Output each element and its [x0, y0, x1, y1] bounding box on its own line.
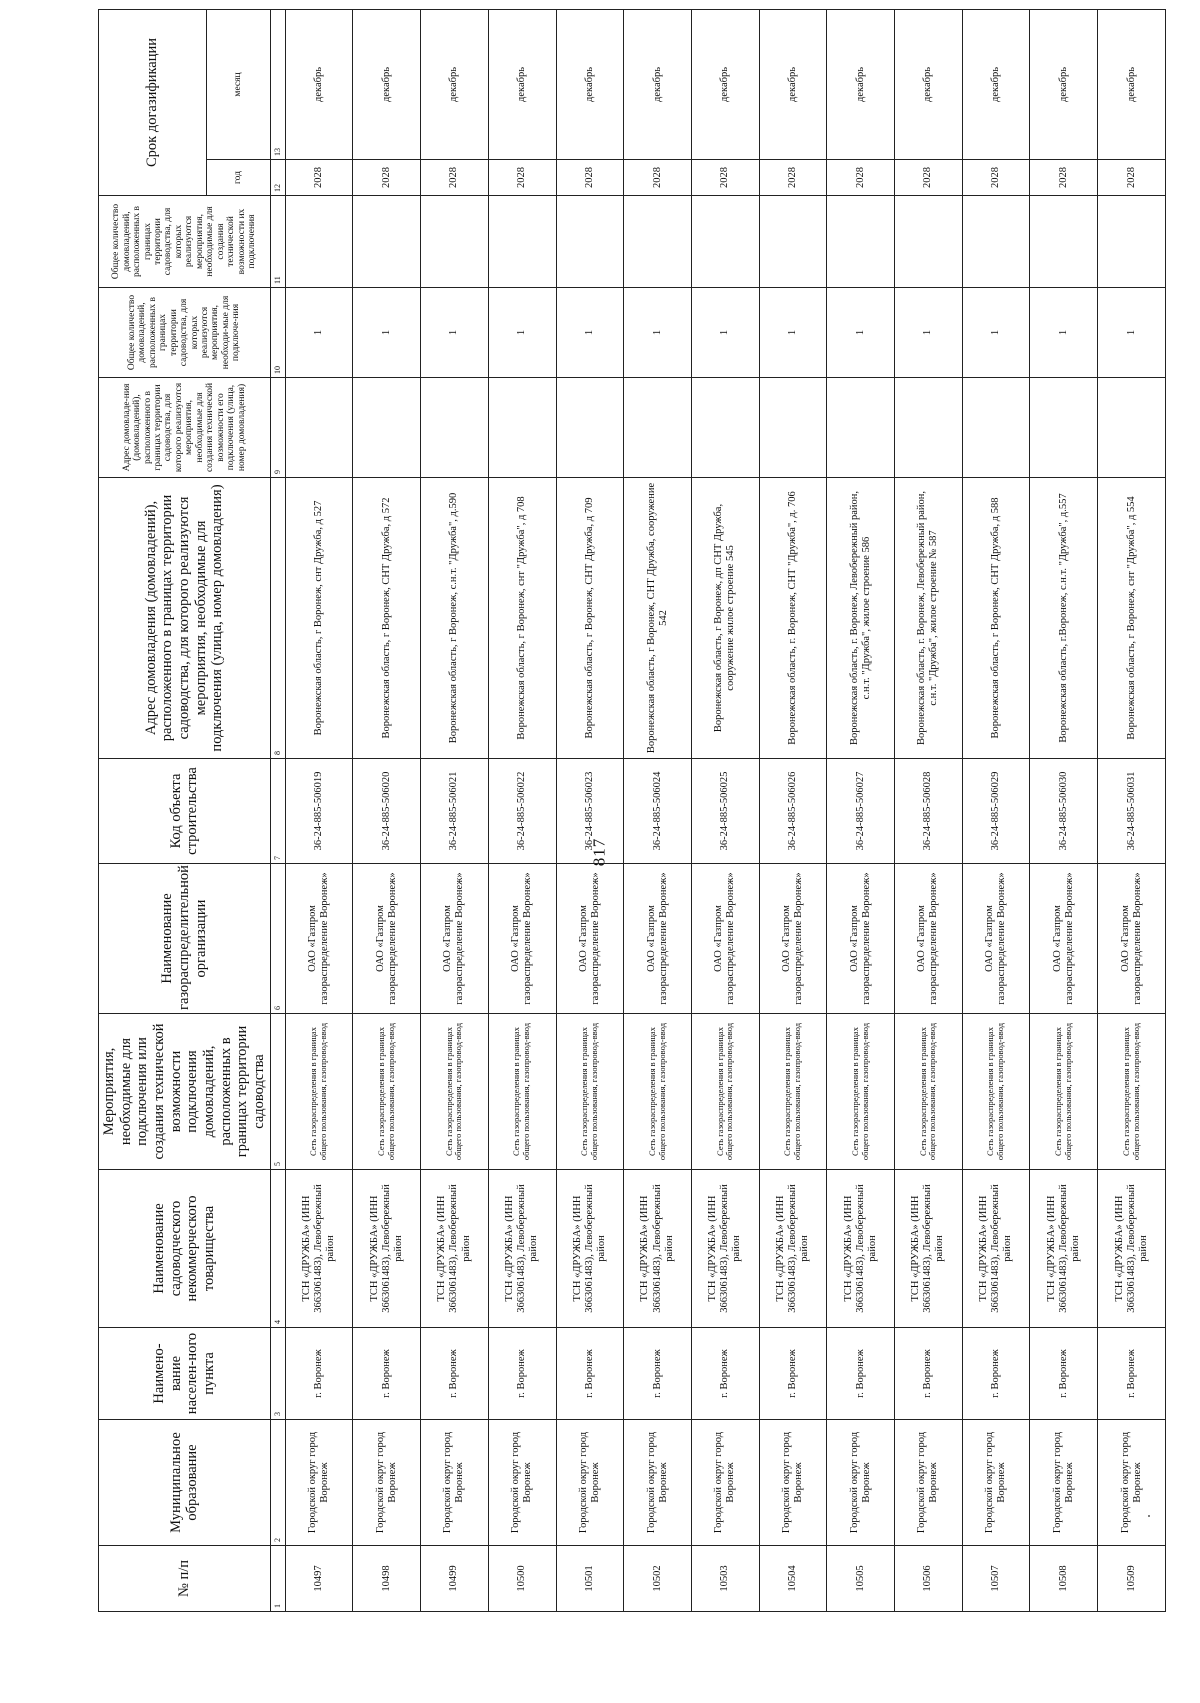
row-municipality: Городской округ город Воронеж — [421, 1420, 489, 1546]
header-count-connection: Общее количество домовладений, расположенных в границах территории садоводства, для которых реализуются мероприятия, необходи-мые для подключе-ния — [99, 288, 271, 378]
row-count-connection: 1 — [556, 288, 624, 378]
column-number: 1 — [270, 1546, 285, 1612]
row-measures: Сеть газораспределения в границах общего пользования, газопровод-ввод — [285, 1014, 353, 1170]
row-gas-org: ОАО «Газпром газораспределение Воронеж» — [488, 864, 556, 1014]
table-row — [421, 9, 489, 1611]
row-num: 10503 — [691, 1546, 759, 1612]
row-month: декабрь — [759, 9, 827, 159]
row-month: декабрь — [353, 9, 421, 159]
row-partnership: ТСН «ДРУЖБА» (ИНН 3663061483), Левобережный район — [488, 1170, 556, 1328]
row-partnership: ТСН «ДРУЖБА» (ИНН 3663061483), Левобережный район — [691, 1170, 759, 1328]
row-measures: Сеть газораспределения в границах общего пользования, газопровод-ввод — [556, 1014, 624, 1170]
table-row — [827, 9, 895, 1611]
row-settlement: г. Воронеж — [759, 1328, 827, 1420]
row-measures: Сеть газораспределения в границах общего пользования, газопровод-ввод — [353, 1014, 421, 1170]
row-num: 10505 — [827, 1546, 895, 1612]
header-year: год — [206, 160, 270, 196]
row-count-tech — [962, 196, 1030, 288]
column-number: 3 — [270, 1328, 285, 1420]
row-measures: Сеть газораспределения в границах общего пользования, газопровод-ввод — [962, 1014, 1030, 1170]
row-municipality: Городской округ город Воронеж — [556, 1420, 624, 1546]
row-gas-org: ОАО «Газпром газораспределение Воронеж» — [1030, 864, 1098, 1014]
row-month: декабрь — [691, 9, 759, 159]
table-row — [895, 9, 963, 1611]
row-count-tech — [285, 196, 353, 288]
row-num: 10504 — [759, 1546, 827, 1612]
column-number: 7 — [270, 759, 285, 864]
row-address: Воронежская область, г Воронеж, снт Дружба, д 527 — [285, 478, 353, 759]
row-year: 2028 — [895, 160, 963, 196]
row-settlement: г. Воронеж — [421, 1328, 489, 1420]
row-object-code: 36-24-885-506022 — [488, 759, 556, 864]
row-municipality: Городской округ город Воронеж — [895, 1420, 963, 1546]
row-num: 10507 — [962, 1546, 1030, 1612]
row-count-connection: 1 — [895, 288, 963, 378]
row-num: 10497 — [285, 1546, 353, 1612]
row-settlement: г. Воронеж — [962, 1328, 1030, 1420]
row-partnership: ТСН «ДРУЖБА» (ИНН 3663061483), Левобережный район — [1098, 1170, 1166, 1328]
row-object-code: 36-24-885-506021 — [421, 759, 489, 864]
row-month: декабрь — [1030, 9, 1098, 159]
row-measures: Сеть газораспределения в границах общего пользования, газопровод-ввод — [488, 1014, 556, 1170]
column-number: 2 — [270, 1420, 285, 1546]
row-gas-org: ОАО «Газпром газораспределение Воронеж» — [962, 864, 1030, 1014]
row-address-tech — [556, 378, 624, 478]
row-month: декабрь — [962, 9, 1030, 159]
row-settlement: г. Воронеж — [353, 1328, 421, 1420]
table-body — [285, 9, 1165, 1611]
row-count-tech — [759, 196, 827, 288]
row-year: 2028 — [962, 160, 1030, 196]
row-gas-org: ОАО «Газпром газораспределение Воронеж» — [827, 864, 895, 1014]
row-address-tech — [895, 378, 963, 478]
row-municipality: Городской округ город Воронеж — [285, 1420, 353, 1546]
row-address-tech — [691, 378, 759, 478]
header-settlement: Наимено-вание населен-ного пункта — [99, 1328, 271, 1420]
row-municipality: Городской округ город Воронеж — [759, 1420, 827, 1546]
row-measures: Сеть газораспределения в границах общего пользования, газопровод-ввод — [827, 1014, 895, 1170]
row-municipality: Городской округ город Воронеж — [353, 1420, 421, 1546]
header-deadline: Срок догазификации — [99, 9, 207, 195]
row-count-tech — [827, 196, 895, 288]
row-address-tech — [1030, 378, 1098, 478]
row-settlement: г. Воронеж — [1098, 1328, 1166, 1420]
row-partnership: ТСН «ДРУЖБА» (ИНН 3663061483), Левобережный район — [556, 1170, 624, 1328]
row-object-code: 36-24-885-506023 — [556, 759, 624, 864]
row-object-code: 36-24-885-506030 — [1030, 759, 1098, 864]
column-number: 8 — [270, 478, 285, 759]
row-address-tech — [488, 378, 556, 478]
header-num: № п/п — [99, 1546, 271, 1612]
row-month: декабрь — [285, 9, 353, 159]
row-municipality: Городской округ город Воронеж — [624, 1420, 692, 1546]
row-measures: Сеть газораспределения в границах общего пользования, газопровод-ввод — [759, 1014, 827, 1170]
row-count-tech — [1098, 196, 1166, 288]
row-year: 2028 — [353, 160, 421, 196]
table-row — [1030, 9, 1098, 1611]
row-num: 10500 — [488, 1546, 556, 1612]
row-gas-org: ОАО «Газпром газораспределение Воронеж» — [556, 864, 624, 1014]
row-gas-org: ОАО «Газпром газораспределение Воронеж» — [1098, 864, 1166, 1014]
row-settlement: г. Воронеж — [556, 1328, 624, 1420]
gasification-table — [98, 9, 1166, 1612]
row-partnership: ТСН «ДРУЖБА» (ИНН 3663061483), Левобережный район — [285, 1170, 353, 1328]
table-row — [353, 9, 421, 1611]
row-month: декабрь — [827, 9, 895, 159]
row-year: 2028 — [421, 160, 489, 196]
row-object-code: 36-24-885-506019 — [285, 759, 353, 864]
row-count-tech — [421, 196, 489, 288]
row-address: Воронежская область, г. Воронеж, СНТ "Дружба", д. 706 — [759, 478, 827, 759]
column-number: 10 — [270, 288, 285, 378]
column-number: 11 — [270, 196, 285, 288]
row-address-tech — [624, 378, 692, 478]
column-number: 13 — [270, 9, 285, 159]
row-gas-org: ОАО «Газпром газораспределение Воронеж» — [759, 864, 827, 1014]
row-municipality: Городской округ город Воронеж — [962, 1420, 1030, 1546]
row-year: 2028 — [827, 160, 895, 196]
row-year: 2028 — [556, 160, 624, 196]
header-municipality: Муниципальное образование — [99, 1420, 271, 1546]
row-municipality: Городской округ город Воронеж — [691, 1420, 759, 1546]
row-gas-org: ОАО «Газпром газораспределение Воронеж» — [691, 864, 759, 1014]
header-address-tech: Адрес домовладе-ния (домовладений), расположенного в границах территории садоводства, для которого реализуются мероприятия, необходимые для создания технической возможности его подключения (улица, номер домовладения) — [99, 378, 271, 478]
row-municipality: Городской округ город Воронеж — [827, 1420, 895, 1546]
row-count-connection: 1 — [1098, 288, 1166, 378]
row-num: 10506 — [895, 1546, 963, 1612]
row-settlement: г. Воронеж — [488, 1328, 556, 1420]
gasification-table-sheet — [98, 37, 1149, 1612]
header-row — [99, 9, 207, 1611]
row-address: Воронежская область, г Воронеж, СНТ Дружба, д 588 — [962, 478, 1030, 759]
row-settlement: г. Воронеж — [895, 1328, 963, 1420]
row-year: 2028 — [285, 160, 353, 196]
row-address-tech — [421, 378, 489, 478]
row-measures: Сеть газораспределения в границах общего пользования, газопровод-ввод — [1030, 1014, 1098, 1170]
row-gas-org: ОАО «Газпром газораспределение Воронеж» — [285, 864, 353, 1014]
column-number: 6 — [270, 864, 285, 1014]
row-partnership: ТСН «ДРУЖБА» (ИНН 3663061483), Левобережный район — [895, 1170, 963, 1328]
column-number: 5 — [270, 1014, 285, 1170]
row-measures: Сеть газораспределения в границах общего пользования, газопровод-ввод — [1098, 1014, 1166, 1170]
row-count-connection: 1 — [421, 288, 489, 378]
row-partnership: ТСН «ДРУЖБА» (ИНН 3663061483), Левобережный район — [1030, 1170, 1098, 1328]
row-count-connection: 1 — [285, 288, 353, 378]
row-count-connection: 1 — [353, 288, 421, 378]
header-measures: Мероприятия, необходимые для подключения или создания технической возможности подключения домовладений, расположенных в границах территории садоводства — [99, 1014, 271, 1170]
table-row — [759, 9, 827, 1611]
table-row — [624, 9, 692, 1611]
row-address: Воронежская область, г Воронеж, СНТ Дружба, д 709 — [556, 478, 624, 759]
header-count-tech: Общее количество домовладений, расположенных в границах территории садоводства, для которых реализуются мероприятия, необходимые для создания технической возможности их подключения — [99, 196, 271, 288]
row-settlement: г. Воронеж — [285, 1328, 353, 1420]
header-gas-org: Наименование газораспределительной организации — [99, 864, 271, 1014]
row-count-connection: 1 — [1030, 288, 1098, 378]
column-number: 4 — [270, 1170, 285, 1328]
row-object-code: 36-24-885-506025 — [691, 759, 759, 864]
row-gas-org: ОАО «Газпром газораспределение Воронеж» — [895, 864, 963, 1014]
row-count-tech — [488, 196, 556, 288]
header-object-code: Код объекта строительства — [99, 759, 271, 864]
row-municipality: Городской округ город Воронеж — [488, 1420, 556, 1546]
row-month: декабрь — [488, 9, 556, 159]
row-count-tech — [556, 196, 624, 288]
row-gas-org: ОАО «Газпром газораспределение Воронеж» — [353, 864, 421, 1014]
row-address: Воронежская область, г Воронеж, СНТ Дружба, д 572 — [353, 478, 421, 759]
row-month: декабрь — [895, 9, 963, 159]
row-object-code: 36-24-885-506020 — [353, 759, 421, 864]
row-address: Воронежская область, г Воронеж, с.н.т. "Дружба", д.590 — [421, 478, 489, 759]
row-count-tech — [1030, 196, 1098, 288]
row-address-tech — [827, 378, 895, 478]
row-measures: Сеть газораспределения в границах общего пользования, газопровод-ввод — [895, 1014, 963, 1170]
row-count-tech — [895, 196, 963, 288]
table-row — [1098, 9, 1166, 1611]
row-municipality: Городской округ город Воронеж — [1098, 1420, 1166, 1546]
row-year: 2028 — [624, 160, 692, 196]
row-count-tech — [691, 196, 759, 288]
row-num: 10509 — [1098, 1546, 1166, 1612]
header-address: Адрес домовладения (домовладений), расположенного в границах территории садоводства, для которого реализуются мероприятия, необходимые для подключения (улица, номер домовладения) — [99, 478, 271, 759]
row-address-tech — [285, 378, 353, 478]
row-object-code: 36-24-885-506029 — [962, 759, 1030, 864]
row-year: 2028 — [488, 160, 556, 196]
row-object-code: 36-24-885-506024 — [624, 759, 692, 864]
row-address: Воронежская область, г Воронеж, снт "Дружба", д 554 — [1098, 478, 1166, 759]
row-address: Воронежская область, г. Воронеж, Левобережный район, с.н.т. "Дружба", жилое строение 586 — [827, 478, 895, 759]
row-settlement: г. Воронеж — [1030, 1328, 1098, 1420]
row-count-connection: 1 — [827, 288, 895, 378]
header-month: месяц — [206, 9, 270, 159]
row-month: декабрь — [421, 9, 489, 159]
row-address: Воронежская область, г Воронеж, дп СНТ Дружба, сооружение жилое строение 545 — [691, 478, 759, 759]
row-measures: Сеть газораспределения в границах общего пользования, газопровод-ввод — [624, 1014, 692, 1170]
row-month: декабрь — [556, 9, 624, 159]
row-address: Воронежская область, г Воронеж, снт "Дружба", д 708 — [488, 478, 556, 759]
row-year: 2028 — [1030, 160, 1098, 196]
scan-speck — [1148, 1515, 1150, 1517]
row-partnership: ТСН «ДРУЖБА» (ИНН 3663061483), Левобережный район — [759, 1170, 827, 1328]
row-measures: Сеть газораспределения в границах общего пользования, газопровод-ввод — [691, 1014, 759, 1170]
row-count-tech — [353, 196, 421, 288]
row-municipality: Городской округ город Воронеж — [1030, 1420, 1098, 1546]
row-count-connection: 1 — [488, 288, 556, 378]
row-address: Воронежская область, г Воронеж, СНТ Дружба, сооружение 542 — [624, 478, 692, 759]
row-month: декабрь — [1098, 9, 1166, 159]
row-object-code: 36-24-885-506031 — [1098, 759, 1166, 864]
row-count-connection: 1 — [624, 288, 692, 378]
table-row — [962, 9, 1030, 1611]
row-count-connection: 1 — [962, 288, 1030, 378]
row-year: 2028 — [691, 160, 759, 196]
row-count-tech — [624, 196, 692, 288]
row-gas-org: ОАО «Газпром газораспределение Воронеж» — [624, 864, 692, 1014]
row-num: 10502 — [624, 1546, 692, 1612]
row-settlement: г. Воронеж — [827, 1328, 895, 1420]
row-partnership: ТСН «ДРУЖБА» (ИНН 3663061483), Левобережный район — [962, 1170, 1030, 1328]
column-number: 12 — [270, 160, 285, 196]
header-partnership: Наименование садоводческого некоммерческого товарищества — [99, 1170, 271, 1328]
row-num: 10501 — [556, 1546, 624, 1612]
row-year: 2028 — [1098, 160, 1166, 196]
row-partnership: ТСН «ДРУЖБА» (ИНН 3663061483), Левобережный район — [624, 1170, 692, 1328]
row-partnership: ТСН «ДРУЖБА» (ИНН 3663061483), Левобережный район — [353, 1170, 421, 1328]
row-num: 10499 — [421, 1546, 489, 1612]
row-address-tech — [759, 378, 827, 478]
table-row — [285, 9, 353, 1611]
row-month: декабрь — [624, 9, 692, 159]
row-address-tech — [353, 378, 421, 478]
table-row — [691, 9, 759, 1611]
row-partnership: ТСН «ДРУЖБА» (ИНН 3663061483), Левобережный район — [827, 1170, 895, 1328]
row-measures: Сеть газораспределения в границах общего пользования, газопровод-ввод — [421, 1014, 489, 1170]
row-object-code: 36-24-885-506027 — [827, 759, 895, 864]
row-address: Воронежская область, г. Воронеж, Левобережный район, с.н.т. "Дружба", жилое строение № 587 — [895, 478, 963, 759]
row-num: 10498 — [353, 1546, 421, 1612]
row-settlement: г. Воронеж — [691, 1328, 759, 1420]
table-row — [556, 9, 624, 1611]
row-num: 10508 — [1030, 1546, 1098, 1612]
table-row — [488, 9, 556, 1611]
row-year: 2028 — [759, 160, 827, 196]
row-gas-org: ОАО «Газпром газораспределение Воронеж» — [421, 864, 489, 1014]
row-object-code: 36-24-885-506026 — [759, 759, 827, 864]
column-number: 9 — [270, 378, 285, 478]
row-address-tech — [1098, 378, 1166, 478]
row-settlement: г. Воронеж — [624, 1328, 692, 1420]
row-address: Воронежская область, г.Воронеж, с.н.т. "Дружба", д.557 — [1030, 478, 1098, 759]
page-number: 817 — [589, 837, 609, 867]
row-address-tech — [962, 378, 1030, 478]
row-partnership: ТСН «ДРУЖБА» (ИНН 3663061483), Левобережный район — [421, 1170, 489, 1328]
row-count-connection: 1 — [691, 288, 759, 378]
row-count-connection: 1 — [759, 288, 827, 378]
column-number-row — [270, 9, 285, 1611]
row-object-code: 36-24-885-506028 — [895, 759, 963, 864]
